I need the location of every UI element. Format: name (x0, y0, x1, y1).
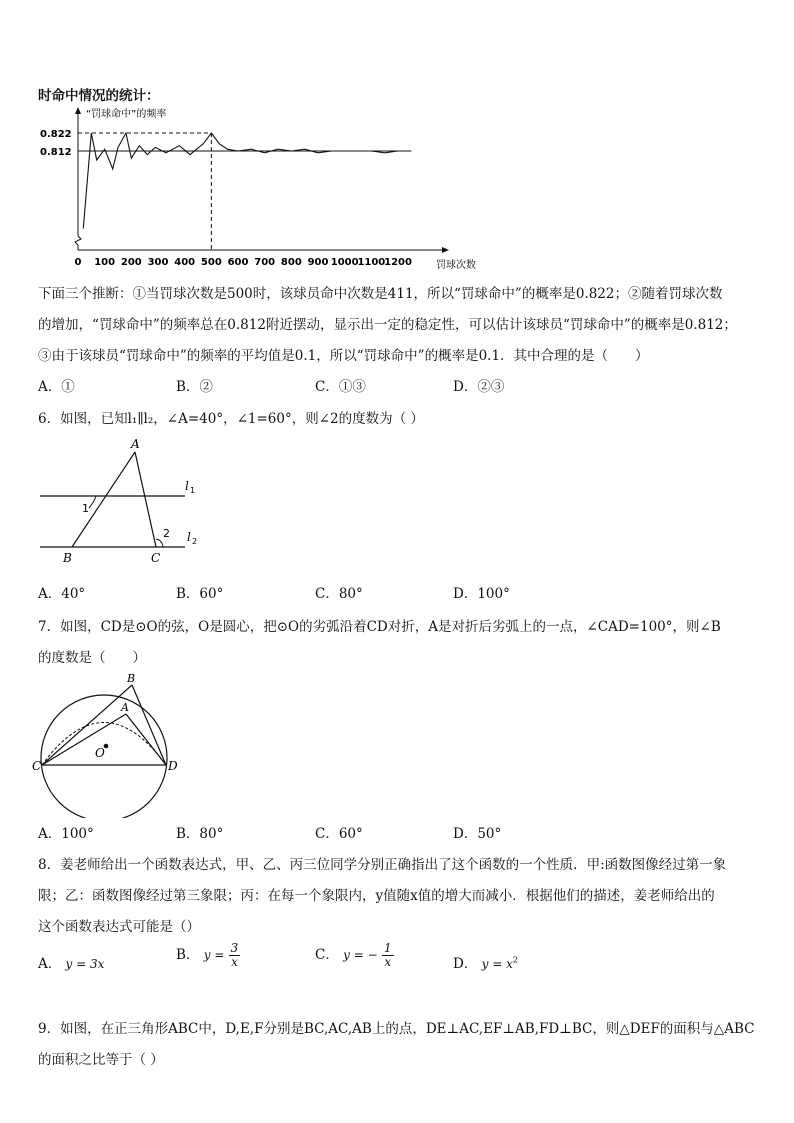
q7-option-c: C．60° (315, 826, 363, 842)
q5-option-c: C．①③ (315, 379, 366, 395)
x-tick-800: 800 (280, 257, 302, 268)
q6-text: 6．如图，已知l₁∥l₂，∠A=40°，∠1=60°，则∠2的度数为（ ） (38, 411, 424, 427)
angle-1-arc (89, 496, 96, 508)
label-a: A (131, 437, 140, 451)
x-tick-100: 100 (94, 257, 116, 268)
segment-ca (42, 714, 126, 765)
q7-line-1: 7．如图，CD是⊙O的弦，O是圆心，把⊙O的劣弧沿着CD对折，A是对折后劣弧上的一点，∠CAD=100°，则∠B (38, 619, 721, 635)
frequency-series-line (83, 133, 411, 228)
x-tick-1000: 1000 (330, 257, 359, 268)
label-b: B (127, 672, 136, 685)
q8-option-b: B． y = $\frac{3}{x}$ (176, 941, 239, 969)
angle-2-arc (156, 539, 163, 547)
q6-option-b: B．60° (176, 586, 224, 602)
x-tick-1200: 1200 (384, 257, 412, 268)
y-axis-break (75, 236, 81, 245)
q5-option-b: B．② (176, 379, 213, 395)
q8-line-2: 限；乙：函数图像经过第三象限；丙：在每一个象限内，y值随x值的增大而减小．根据他们的描述，姜老师给出的 (38, 888, 715, 904)
segment-ad (126, 714, 166, 765)
q7-figure (30, 670, 190, 818)
q7-option-a: A．100° (38, 826, 94, 842)
q5-option-d: D．②③ (453, 379, 505, 395)
q7-option-d: D．50° (453, 826, 502, 842)
q8-option-a: A． y = 3x (38, 956, 105, 972)
frequency-chart (30, 104, 500, 276)
y-axis-label: “罚球命中”的频率 (86, 109, 167, 120)
label-1: 1 (82, 502, 89, 515)
q7-option-b: B．80° (176, 826, 224, 842)
x-tick-0: 0 (74, 257, 82, 268)
q5-line-3: ③由于该球员“罚球命中”的频率的平均值是0.1，所以“罚球命中”的概率是0.1．其中合理的是（ ） (38, 348, 649, 364)
q6-figure (30, 436, 220, 570)
segment-ac (135, 452, 156, 547)
label-l1-sub: 1 (190, 486, 196, 495)
q8-option-c: C． y = − $\frac{1}{x}$ (315, 941, 392, 969)
x-axis-arrow (442, 247, 449, 253)
label-l2-sub: 2 (192, 537, 198, 546)
q5-line-1: 下面三个推断：①当罚球次数是500时，该球员命中次数是411，所以“罚球命中”的概率是0.822；②随着罚球次数 (38, 286, 723, 302)
x-tick-600: 600 (227, 257, 249, 268)
label-b: B (63, 551, 72, 565)
x-tick-700: 700 (254, 257, 276, 268)
label-c: C (32, 759, 42, 773)
y-tick-0822: 0.822 (40, 129, 72, 140)
q8-option-d: D． $y = x^2$ (453, 955, 518, 972)
q7-line-2: 的度数是（ ） (38, 650, 146, 666)
x-tick-1100: 1100 (357, 257, 386, 268)
label-l1: l (185, 479, 189, 493)
q5-option-a: A．① (38, 379, 75, 395)
q6-option-a: A．40° (38, 586, 86, 602)
intro-text: 时命中情况的统计： (38, 88, 160, 104)
label-c: C (151, 551, 161, 565)
x-tick-500: 500 (200, 257, 222, 268)
x-tick-200: 200 (120, 257, 142, 268)
y-tick-0812: 0.812 (40, 147, 72, 158)
label-2: 2 (163, 527, 170, 540)
segment-ab (72, 452, 135, 547)
segment-bd (132, 685, 166, 765)
x-tick-400: 400 (174, 257, 196, 268)
q8-line-3: 这个函数表达式可能是（） (38, 919, 200, 935)
q6-option-d: D．100° (453, 586, 510, 602)
q5-line-2: 的增加，“罚球命中”的频率总在0.812附近摆动，显示出一定的稳定性，可以估计该球员“罚球命中”的概率是0.812； (38, 317, 737, 333)
x-tick-900: 900 (307, 257, 329, 268)
label-d: D (168, 759, 178, 773)
q6-option-c: C．80° (315, 586, 363, 602)
y-axis-arrow (75, 107, 81, 114)
label-l2: l (187, 530, 191, 544)
x-tick-300: 300 (147, 257, 169, 268)
x-axis-label: 罚球次数 (436, 260, 476, 271)
q9-line-1: 9．如图，在正三角形ABC中，D,E,F分别是BC,AC,AB上的点，DE⊥AC,EF⊥AB,FD⊥BC，则△DEF的面积与△ABC (38, 1021, 755, 1037)
label-a: A (121, 701, 129, 714)
label-o: O (95, 746, 105, 760)
q9-line-2: 的面积之比等于（ ） (38, 1052, 164, 1068)
q8-line-1: 8．姜老师给出一个函数表达式，甲、乙、丙三位同学分别正确指出了这个函数的一个性质．甲:函数图像经过第一象 (38, 857, 727, 873)
